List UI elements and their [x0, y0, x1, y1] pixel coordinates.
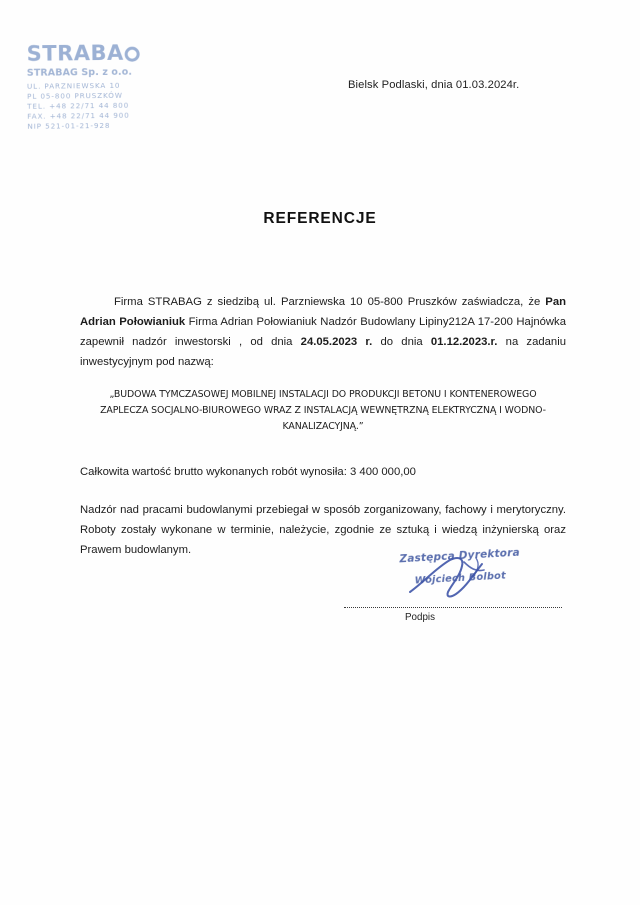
stamp-address-block — [27, 80, 178, 133]
intro-paragraph — [80, 292, 566, 372]
signature-stamp — [399, 547, 521, 588]
stamp-address-line: TEL. +48 22/71 44 800 — [27, 100, 130, 111]
intro-text: do dnia — [372, 336, 431, 349]
strabag-logo-circle-icon — [125, 47, 140, 62]
signature-caption: Podpis — [405, 612, 435, 623]
intro-emphasis: 01.12.2023.r. — [430, 336, 498, 349]
intro-text: Firma STRABAG z siedzibą ul. Parzniewska 10 05-800 Pruszków zaświadcza, że — [114, 296, 546, 308]
stamp-address-line: UL. PARZNIEWSKA 10 — [26, 80, 121, 91]
quote-line: KANALIZACYJNĄ.” — [282, 420, 364, 432]
signature-rule — [344, 607, 562, 608]
page-title: REFERENCJE — [263, 210, 377, 227]
strabag-logo-text: STRABA — [26, 40, 124, 66]
stamp-address-line: PL 05-800 PRUSZKÓW — [27, 90, 123, 101]
stamp-company-name: STRABAG Sp. z o.o. — [26, 66, 133, 79]
signature-block — [340, 548, 570, 628]
stamp-address-line: NIP 521-01-21-928 — [27, 121, 111, 132]
quote-line: „BUDOWA TYMCZASOWEJ MOBILNEJ INSTALACJI DO PRODUKCJI BETONU I KONTENEROWEGO — [109, 389, 537, 401]
intro-emphasis: 24.05.2023 r. — [300, 336, 373, 349]
project-name-quote — [80, 387, 566, 434]
contract-value-line: Całkowita wartość brutto wykonanych robót wynosiła: 3 400 000,00 — [80, 465, 416, 478]
document-body — [80, 292, 566, 560]
closing-paragraph: Nadzór nad pracami budowlanymi przebiegał w sposób zorganizowany, fachowy i merytoryczny. Roboty zostały wykonane w terminie, należycie, zgodnie ze sztuką i wiedzą inżynierską oraz Prawem budowlanym. — [80, 503, 566, 557]
signatory-name: Wojciech Bolbot — [414, 570, 507, 587]
quote-line: ZAPLECZA SOCJALNO-BIUROWEGO WRAZ Z INSTALACJĄ WEWNĘTRZNĄ ELEKTRYCZNĄ I WODNO- — [100, 405, 546, 417]
intro-emphasis: Pan Adrian Połowianiuk — [80, 296, 566, 329]
strabag-logo — [27, 42, 177, 65]
signatory-role: Zastępca Dyrektora — [399, 546, 521, 566]
intro-text: Firma Adrian Połowianiuk Nadzór Budowlany Lipiny212A 17-200 Hajnówka zapewnił nadzór inwestorski , od dnia — [80, 316, 566, 349]
company-stamp — [27, 42, 178, 132]
stamp-address-line: FAX. +48 22/71 44 900 — [27, 110, 130, 121]
date-line: Bielsk Podlaski, dnia 01.03.2024r. — [348, 79, 520, 91]
intro-text: na zadaniu inwestycyjnym pod nazwą: — [80, 336, 566, 369]
